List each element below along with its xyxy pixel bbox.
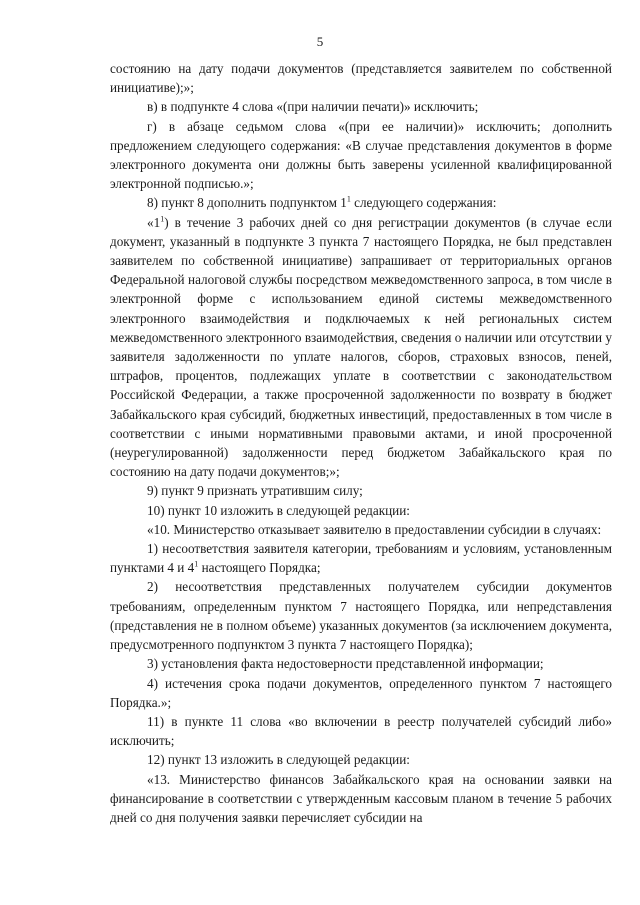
paragraph-item-9: 9) пункт 9 признать утратившим силу; <box>147 483 363 499</box>
paragraph-item-10: 10) пункт 10 изложить в следующей редакции: <box>147 502 410 518</box>
paragraph-item-8: 8) пункт 8 дополнить подпунктом $1^1$ следующего содержания: <box>147 195 497 211</box>
page-number: 5 <box>316 34 324 49</box>
paragraph-item-g: г) в абзаце седьмом слова «(при ее наличии)» исключить; дополнить предложением следующего содержания: «В случае представления документов в форме электронного документа они должны быть заверены усиленной квалифицированной электронной подписью.»; <box>110 118 612 192</box>
paragraph-item-11: 11) в пункте 11 слова «во включении в реестр получателей субсидий либо» исключить; <box>110 713 612 749</box>
paragraph-clause-10-2: 2) несоответствия представленных получателем субсидии документов требованиям, определенным пунктом 7 настоящего Порядка, или непредставления (представления не в полном объеме) указанных документов (за исключением документа, предусмотренного подпунктом 3 пункта 7 настоящего Порядка); <box>110 579 612 653</box>
paragraph-clause-10-3: 3) установления факта недостоверности представленной информации; <box>147 656 544 672</box>
paragraph-clause-10-4: 4) истечения срока подачи документов, определенного пунктом 7 настоящего Порядка.»; <box>110 675 612 710</box>
paragraph-clause-10-1: 1) несоответствия заявителя категории, требованиям и условиям, установленным пунктами 4 и $4^1$ настоящего Порядка; <box>110 541 612 576</box>
paragraph-clause-13: «13. Министерство финансов Забайкальского края на основании заявки на финансирование в соответствии с утвержденным кассовым планом в течение 5 рабочих дней со дня получения заявки перечисляет субсидии на <box>110 771 612 825</box>
paragraph-clause-10: «10. Министерство отказывает заявителю в предоставлении субсидии в случаях: <box>147 521 602 537</box>
document-body <box>110 59 612 827</box>
paragraph-item-12: 12) пункт 13 изложить в следующей редакции: <box>147 752 410 768</box>
paragraph-continuation: состоянию на дату подачи документов (представляется заявителем по собственной инициативе);»; <box>110 61 612 96</box>
paragraph-item-v: в) в подпункте 4 слова «(при наличии печати)» исключить; <box>147 99 479 115</box>
paragraph-subitem-1-1: «$1^1$) в течение 3 рабочих дней со дня регистрации документов (в случае если документ, указанный в подпункте 3 пункта 7 настоящего Порядка, не был представлен заявителем по собственной инициативе) запрашивает от территориальных органов Федеральной налоговой службы посредством межведомственного запроса, в том числе в электронной форме с использованием единой системы межведомственного электронного взаимодействия и подключаемых к ней региональных систем межведомственного электронного взаимодействия, сведения о наличии или отсутствии у заявителя задолженности по уплате налогов, сборов, страховых взносов, пеней, штрафов, процентов, подлежащих уплате в соответствии с законодательством Российской Федерации, а также просроченной задолженности по возврату в бюджет Забайкальского края субсидий, бюджетных инвестиций, предоставленных в том числе в соответствии с иными нормативными правовыми актами, и иной просроченной (неурегулированной) задолженности перед бюджетом Забайкальского края по состоянию на дату подачи документов;»; <box>110 214 612 480</box>
